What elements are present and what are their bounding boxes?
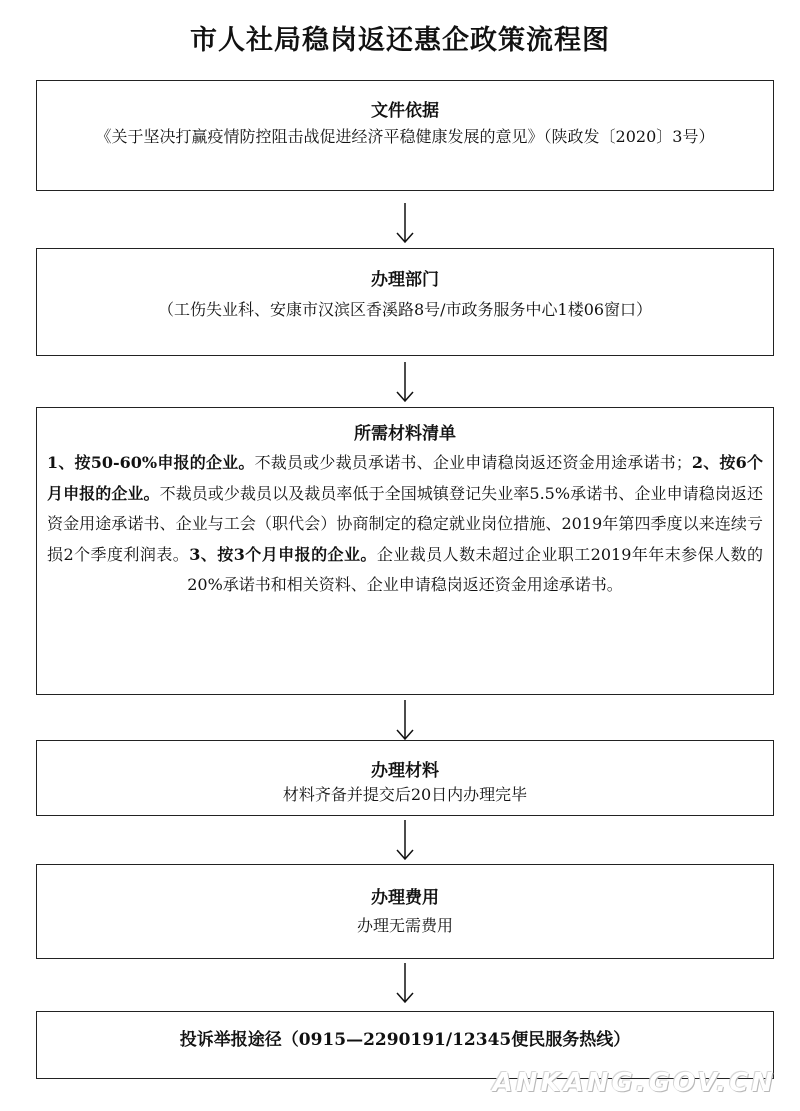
- site-watermark: ANKANG.GOV.CN: [492, 1068, 776, 1098]
- step-materials-box: [36, 407, 774, 695]
- step-processing-box: [36, 740, 774, 816]
- materials-item-3-text: 企业裁员人数未超过企业职工2019年年末参保人数的20%承诺书和相关资料、企业申请稳岗返还资金用途承诺书。: [187, 544, 763, 594]
- step-fees-heading: 办理费用: [371, 888, 439, 908]
- materials-item-2-text: 不裁员或少裁员以及裁员率低于全国城镇登记失业率5.5%承诺书、企业申请稳岗返还资金用途承诺书、企业与工会（职代会）协商制定的稳定就业岗位措施、2019年第四季度以来连续亏损2个季度利润表。: [47, 483, 763, 564]
- flow-arrow-4: [394, 820, 416, 862]
- materials-item-1-text: 不裁员或少裁员承诺书、企业申请稳岗返还资金用途承诺书；: [254, 453, 692, 472]
- materials-item-2-title: 2、按6个月申报的企业。: [47, 453, 763, 503]
- flow-arrow-3: [394, 700, 416, 742]
- materials-item-3-title: 3、按3个月申报的企业。: [189, 544, 377, 564]
- flow-arrow-1: [394, 203, 416, 245]
- step-basis-box: [36, 80, 774, 191]
- flow-arrow-2: [394, 362, 416, 404]
- step-basis-text: 《关于坚决打赢疫情防控阻击战促进经济平稳健康发展的意见》（陕政发〔2020〕3号）: [95, 127, 715, 146]
- materials-item-1-title: 1、按50-60%申报的企业。: [47, 453, 255, 472]
- step-fees-box: [36, 864, 774, 959]
- step-materials-text: [37, 448, 773, 601]
- page-title: 市人社局稳岗返还惠企政策流程图: [190, 25, 610, 56]
- step-processing-heading: 办理材料: [371, 761, 439, 781]
- step-department-text: （工伤失业科、安康市汉滨区香溪路8号/市政务服务中心1楼06窗口）: [157, 300, 653, 319]
- step-department-box: [36, 248, 774, 356]
- step-materials-heading: 所需材料清单: [354, 424, 456, 444]
- step-complaint-heading: 投诉举报途径（0915—2290191/12345便民服务热线）: [179, 1030, 631, 1050]
- step-processing-text: 材料齐备并提交后20日内办理完毕: [282, 785, 528, 804]
- step-department-heading: 办理部门: [371, 270, 439, 290]
- step-basis-heading: 文件依据: [371, 101, 439, 121]
- flow-arrow-5: [394, 963, 416, 1005]
- step-fees-text: 办理无需费用: [356, 916, 453, 935]
